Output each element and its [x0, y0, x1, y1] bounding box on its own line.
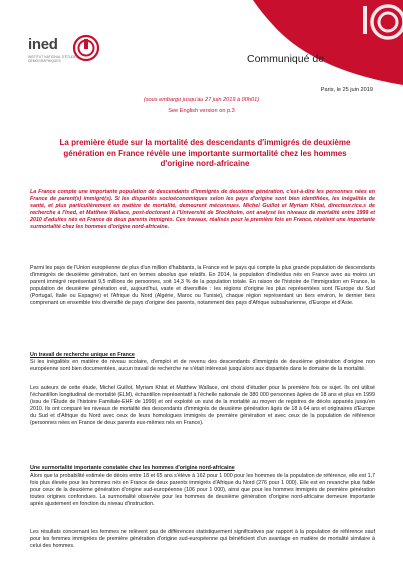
release-date: Paris, le 25 juin 2019	[320, 87, 373, 93]
press-title: La première étude sur la mortalité des descendants d'immigrés de deuxième génération en France révèle une importante surmortalité chez les hommes d'origine nord-africaine	[59, 138, 351, 168]
lead-paragraph: La France compte une importante population de descendants d'immigrés de deuxième génération, c'est-à-dire les personnes nées en France de parent(s) immigré(s). Si les disparités socioéconomiques selon les pays d'origine sont bien identifiées, les inégalités de santé, et plus particulièrement en matière de mortalité, demeurent méconnues. Michel Guillot et Myriam Khlat, directeur.rice.s de recherche à l'Ined, et Matthew Wallace, post-doctorant à l'Université de Stockholm, ont analysé les niveaux de mortalité entre 1999 et 2010 d'adultes nés en France de deux parents immigrés. Ces travaux, réalisés pour la première fois en France, révèlent une importante surmortalité chez les hommes d'origine nord-africaine.	[30, 189, 375, 231]
english-version-link[interactable]: See English version on p.3	[168, 108, 235, 114]
body-paragraph: Si les inégalités en matière de niveau scolaire, d'emploi et de revenu des descendants d'immigrés de deuxième génération d'origine non européenne sont bien documentées, aucun travail de recherche ne s'était intéressé jusqu'alors aux disparités dans le domaine de la mortalité.	[30, 359, 375, 373]
section-heading: Une surmortalité importante constatée chez les hommes d'origine nord-africaine	[30, 465, 235, 471]
body-paragraph: Les auteurs de cette étude, Michel Guillot, Myriam Khlat et Matthew Wallace, ont choisi d'étudier pour la première fois ce sujet. Ils ont utilisé l'échantillon longitudinal de mortalité (ELM), échantillon représentatif à l'échelle nationale de 380 000 personnes âgées de 18 ans et plus en 1999 (issu de l'Étude de l'histoire Familiale-EHF de 1999) et ont exploité un suivi de la mortalité au moyen de registres de décès appariés jusqu'en 2010. Ils ont comparé les niveaux de mortalité des descendants d'immigrés de deuxième génération âgés de 18 à 64 ans et originaires d'Europe du Sud et d'Afrique du Nord avec ceux de leurs homologues immigrés de première génération et avec ceux de la population de référence (personnes nées en France de deux parents eux-mêmes nés en France).	[30, 385, 375, 427]
press-word: PRESSE	[326, 53, 370, 65]
ined-logo	[28, 34, 138, 64]
body-paragraph: Les résultats concernant les femmes ne relèvent pas de différences statistiquement significatives par rapport à la population de référence sauf pour les femmes immigrées de première génération d'origine sud-européenne qui bénéficient d'un avantage en matière de mortalité similaire à celui des hommes.	[30, 529, 375, 550]
press-release-label	[247, 53, 370, 65]
embargo-notice: (sous embargo jusqu'au 27 juin 2019 à 00h01)	[143, 97, 260, 103]
press-prefix: Communiqué de	[247, 53, 327, 65]
body-paragraph: Parmi les pays de l'Union européenne de plus d'un million d'habitants, la France est le pays qui compte la plus grande population de descendants d'immigrés de deuxième génération, tant en termes absolus que relatifs. En 2014, la population d'individus nés en France avec au moins un parent immigré représentait 9,5 millions de personnes, soit 14,3 % de la population totale. En raison de l'histoire de l'immigration en France, la population de deuxième génération est, aujourd'hui, vaste et diversifiée : les régions d'origine les plus représentées sont l'Europe du Sud (Portugal, Italie ou Espagne) et l'Afrique du Nord (Algérie, Maroc ou Tunisie), chaque région représentant un tiers environ, le dernier tiers comprenant un ensemble très diversifié de pays d'origine des parents, notamment des pays d'Afrique subsaharienne, d'Europe et d'Asie.	[30, 265, 375, 307]
section-heading: Un travail de recherche unique en France	[30, 352, 135, 358]
body-paragraph: Alors que la probabilité estimée de décès entre 18 et 65 ans s'élève à 162 pour 1 000 pour les hommes de la population de référence, elle est 1,7 fois plus élevée pour les hommes nés en France de deux parents immigrés d'Afrique du Nord (276 pour 1 000). Elle est en revanche plus faible pour ceux de la deuxième génération d'origine sud-européenne (106 pour 1 000), ainsi que pour les hommes immigrés de première génération toutes origines confondues. La surmortalité observée pour les hommes de deuxième génération d'origine nord-africaine demeure importante après ajustement en fonction du niveau d'instruction.	[30, 473, 375, 508]
press-banner-arc	[253, 0, 403, 85]
logo-subtitle: INSTITUT NATIONAL D'ÉTUDES DÉMOGRAPHIQUES	[28, 55, 79, 63]
ined-logo-mark-icon	[72, 34, 100, 62]
logo-wordmark: ined	[28, 36, 58, 53]
